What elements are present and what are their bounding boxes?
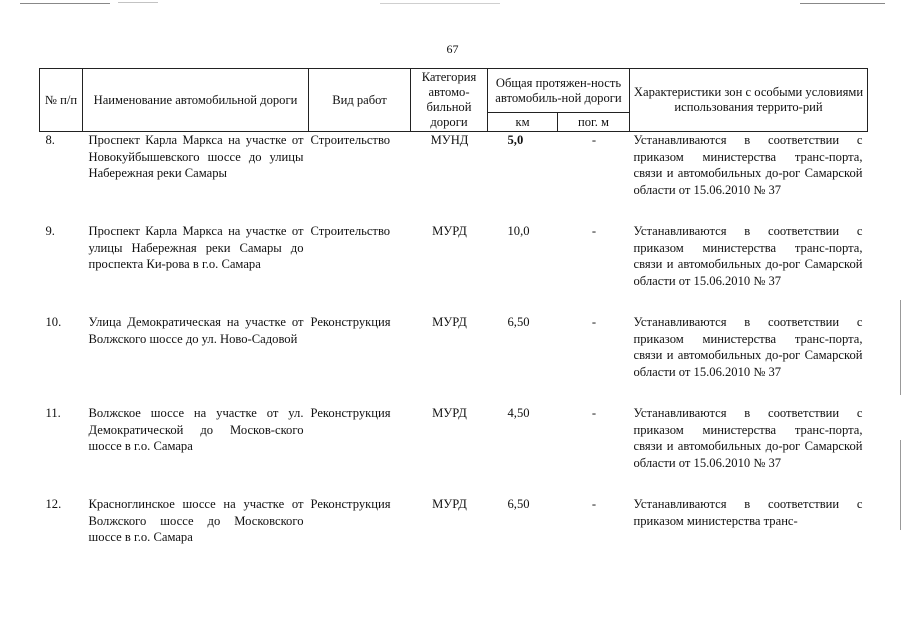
zone-characteristics: Устанавливаются в соответствии с приказом министерства транс-порта, связи и автомобильных до-рог Самарской области от 15.06.2010 № 37 bbox=[633, 224, 863, 288]
length-linear-meters: - bbox=[591, 133, 597, 147]
table-row bbox=[40, 495, 868, 552]
zone-characteristics: Устанавливаются в соответствии с приказом министерства транс-порта, связи и автомобильных до-рог Самарской области от 15.06.2010 № 37 bbox=[633, 315, 863, 379]
road-name: Проспект Карла Маркса на участке от Новокуйбышевского шоссе до улицы Набережная реки Самары bbox=[88, 133, 304, 180]
length-km: 4,50 bbox=[507, 406, 530, 420]
scan-edge-line bbox=[900, 300, 901, 395]
row-number: 10. bbox=[45, 315, 62, 329]
row-number: 8. bbox=[45, 133, 55, 147]
road-category: МУРД bbox=[432, 224, 467, 238]
table-row bbox=[40, 132, 868, 223]
page-number: 67 bbox=[446, 42, 459, 56]
header-work-type: Вид работ bbox=[309, 69, 411, 132]
road-name: Волжское шоссе на участке от ул. Демократической до Москов-ского шоссе в г.о. Самара bbox=[88, 406, 304, 453]
length-linear-meters: - bbox=[591, 315, 597, 329]
length-km: 5,0 bbox=[507, 133, 524, 147]
zone-characteristics: Устанавливаются в соответствии с приказом министерства транс- bbox=[633, 497, 863, 528]
length-linear-meters: - bbox=[591, 406, 597, 420]
scan-edge-line bbox=[900, 440, 901, 530]
roads-table bbox=[39, 68, 868, 552]
work-type: Строительство bbox=[310, 224, 391, 238]
road-category: МУНД bbox=[430, 133, 469, 147]
road-name: Красноглинское шоссе на участке от Волжского шоссе до Московского шоссе в г.о. Самара bbox=[88, 497, 304, 544]
scan-artifact bbox=[380, 3, 500, 4]
road-category: МУРД bbox=[432, 497, 467, 511]
scan-artifact bbox=[118, 2, 158, 3]
scan-artifact bbox=[800, 3, 885, 4]
length-linear-meters: - bbox=[591, 224, 597, 238]
road-name: Улица Демократическая на участке от Волжского шоссе до ул. Ново-Садовой bbox=[88, 315, 304, 346]
row-number: 12. bbox=[45, 497, 62, 511]
header-road-category: Категория автомо-бильной дороги bbox=[411, 69, 488, 132]
work-type: Реконструкция bbox=[310, 315, 391, 329]
table-row bbox=[40, 222, 868, 313]
table-row bbox=[40, 404, 868, 495]
scan-artifact bbox=[20, 3, 110, 4]
work-type: Строительство bbox=[310, 133, 391, 147]
header-zone-characteristics: Характеристики зон с особыми условиями использования террито-рий bbox=[630, 69, 868, 132]
table-body bbox=[40, 132, 868, 553]
length-km: 10,0 bbox=[507, 224, 530, 238]
road-category: МУРД bbox=[432, 406, 467, 420]
length-linear-meters: - bbox=[591, 497, 597, 511]
row-number: 11. bbox=[45, 406, 61, 420]
header-km: км bbox=[488, 113, 558, 132]
work-type: Реконструкция bbox=[310, 497, 391, 511]
road-category: МУРД bbox=[432, 315, 467, 329]
table-header bbox=[40, 69, 868, 132]
header-number: № п/п bbox=[40, 69, 83, 132]
length-km: 6,50 bbox=[507, 497, 530, 511]
table-row bbox=[40, 313, 868, 404]
zone-characteristics: Устанавливаются в соответствии с приказом министерства транс-порта, связи и автомобильных до-рог Самарской области от 15.06.2010 № 37 bbox=[633, 406, 863, 470]
header-total-length: Общая протяжен-ность автомобиль-ной дороги bbox=[488, 69, 630, 113]
road-name: Проспект Карла Маркса на участке от улицы Набережная реки Самары до проспекта Ки-рова в г.о. Самара bbox=[88, 224, 304, 271]
header-road-name: Наименование автомобильной дороги bbox=[83, 69, 309, 132]
work-type: Реконструкция bbox=[310, 406, 391, 420]
length-km: 6,50 bbox=[507, 315, 530, 329]
header-linear-meters: пог. м bbox=[558, 113, 630, 132]
zone-characteristics: Устанавливаются в соответствии с приказом министерства транс-порта, связи и автомобильных до-рог Самарской области от 15.06.2010 № 37 bbox=[633, 133, 863, 197]
row-number: 9. bbox=[45, 224, 55, 238]
